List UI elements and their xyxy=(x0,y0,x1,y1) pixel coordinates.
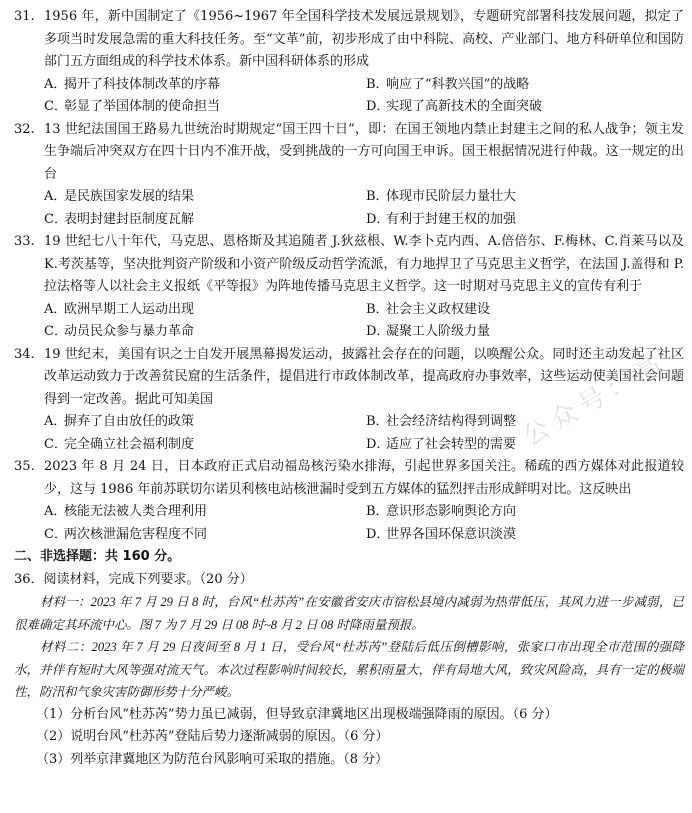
question-number: 32. xyxy=(14,121,35,137)
question-36-title: 36．阅读材料，完成下列要求。（20 分） xyxy=(14,571,253,587)
question-number: 34. xyxy=(14,346,35,362)
question-stem: 1956 年，新中国制定了《1956~1967 年全国科学技术发展远景规划》，专题研究部署科技发展问题，拟定了多项当时发展急需的重大科技任务。至“文革”前，初步形成了由中科院、高校、产业部门、地方科研单位和国防部门五方面组成的科学技术体系。新中国科研体系的形成 xyxy=(44,9,684,69)
option-b: B．体现市民阶层力量壮大 xyxy=(366,189,517,204)
material-one: 材料一：2023 年 7 月 29 日 8 时，台风“杜苏芮”在安徽省安庆市宿松县境内减弱为热带低压，其风力进一步减弱，已很难确定其环流中心。图 7 为 7 月 29 日 08 时~8 月 2 日 08 时降雨量预报。 xyxy=(14,595,684,632)
question-stem: 19 世纪七八十年代，马克思、恩格斯及其追随者 J.狄兹根、W.李卜克内西、A.倍倍尔、F.梅林、C.肖莱马以及 K.考茨基等，坚决批判资产阶级和小资产阶级反动哲学流派，有力地捍卫了马克思主义哲学，在法国 J.盖得和 P.拉法格等人以社会主义报纸《平等报》为阵地传播马克思主义哲学。这一时期对马克思主义的宣传有利于 xyxy=(44,234,684,294)
question-31 xyxy=(0,6,692,119)
question-number: 35. xyxy=(14,459,35,474)
option-b: B．社会主义政权建设 xyxy=(366,301,491,317)
option-d: D．世界各国环保意识淡漠 xyxy=(366,526,517,542)
options xyxy=(44,501,684,546)
options xyxy=(44,299,684,344)
option-c: C．表明封建封臣制度瓦解 xyxy=(44,211,195,227)
option-c: C．彰显了举国体制的使命担当 xyxy=(44,99,221,114)
option-c: C．两次核泄漏危害程度不同 xyxy=(44,526,208,542)
question-stem: 19 世纪末，美国有识之士自发开展黑幕揭发运动，披露社会存在的问题，以唤醒公众。同时还主动发起了社区改革运动致力于改善贫民窟的生活条件，提倡进行市政体制改革，提高政府办事效率，这些运动使美国社会问题得到一定改善。据此可知美国 xyxy=(44,346,684,407)
question-32 xyxy=(0,119,692,232)
question-35 xyxy=(0,456,692,546)
option-d: D．实现了高新技术的全面突破 xyxy=(366,99,543,114)
option-c: C．动员民众参与暴力革命 xyxy=(44,324,195,339)
task-3: （3）列举京津冀地区为防范台风影响可采取的措施。（8 分） xyxy=(36,751,389,767)
option-a: A．摒弃了自由放任的政策 xyxy=(44,414,195,429)
section-heading: 二、非选择题：共 160 分。 xyxy=(14,549,181,564)
options xyxy=(44,74,684,119)
task-1: （1）分析台风“杜苏芮”势力虽已减弱，但导致京津冀地区出现极端强降雨的原因。（6 分） xyxy=(36,706,558,722)
option-b: B．社会经济结构得到调整 xyxy=(366,414,517,429)
option-b: B．响应了“科教兴国”的战略 xyxy=(366,76,530,92)
question-33 xyxy=(0,231,692,344)
option-c: C．完全确立社会福利制度 xyxy=(44,436,195,452)
watermark: 公众号：高 xyxy=(518,346,672,453)
option-d: D．适应了社会转型的需要 xyxy=(366,436,517,452)
question-stem: 13 世纪法国国王路易九世统治时期规定“国王四十日”，即：在国王领地内禁止封建主之间的私人战争；领主发生争端后冲突双方在四十日内不准开战，受到挑战的一方可向国王申诉。国王根据情况进行仲裁。这一规定的出台 xyxy=(44,121,684,182)
task-2: （2）说明台风“杜苏芮”登陆后势力逐渐减弱的原因。（6 分） xyxy=(36,729,389,744)
option-d: D．凝聚工人阶级力量 xyxy=(366,324,491,339)
option-a: A．揭开了科技体制改革的序幕 xyxy=(44,76,221,92)
material-two: 材料二：2023 年 7 月 29 日夜间至 8 月 1 日，受台风“杜苏芮”登陆后低压倒槽影响，张家口市出现全市范围的强降水，并伴有短时大风等强对流天气。本次过程影响时间较长，累积雨量大，伴有局地大风，致灾风险高，具有一定的极端性，防汛和气象灾害防御形势十分严峻。 xyxy=(14,640,684,699)
option-b: B．意识形态影响舆论方向 xyxy=(366,504,517,519)
option-a: A．核能无法被人类合理利用 xyxy=(44,504,208,519)
option-a: A．是民族国家发展的结果 xyxy=(44,189,195,204)
option-d: D．有利于封建王权的加强 xyxy=(366,211,517,227)
question-number: 31. xyxy=(14,9,35,24)
option-a: A．欧洲早期工人运动出现 xyxy=(44,301,195,317)
question-stem: 2023 年 8 月 24 日，日本政府正式启动福岛核污染水排海，引起世界多国关注。稀疏的西方媒体对此报道较少，这与 1986 年前苏联切尔诺贝利核电站核泄漏时受到五方媒体的猛烈抨击形成鲜明对比。这反映出 xyxy=(44,459,684,497)
question-number: 33. xyxy=(14,234,35,249)
options xyxy=(44,186,684,231)
